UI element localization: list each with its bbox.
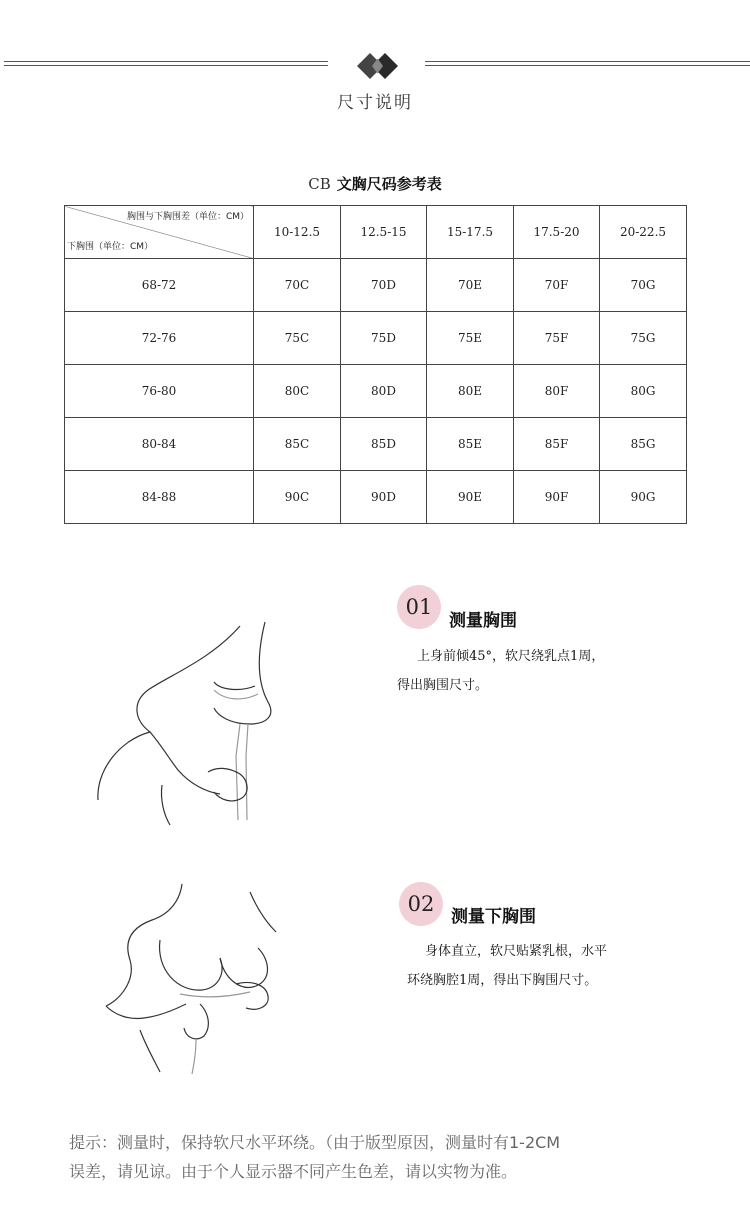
table-title-prefix: CB — [308, 175, 331, 193]
row-header: 84-88 — [65, 471, 254, 524]
column-header: 10-12.5 — [254, 206, 341, 259]
size-cell: 75G — [600, 312, 687, 365]
size-cell: 80F — [514, 365, 600, 418]
row-header: 72-76 — [65, 312, 254, 365]
size-cell: 75D — [341, 312, 427, 365]
size-cell: 85E — [427, 418, 514, 471]
size-cell: 90F — [514, 471, 600, 524]
step-2-title: 测量下胸围 — [451, 907, 536, 927]
size-cell: 90G — [600, 471, 687, 524]
size-cell: 85G — [600, 418, 687, 471]
size-cell: 80E — [427, 365, 514, 418]
size-cell: 80C — [254, 365, 341, 418]
size-cell: 75F — [514, 312, 600, 365]
size-cell: 85C — [254, 418, 341, 471]
size-cell: 80D — [341, 365, 427, 418]
column-header: 15-17.5 — [427, 206, 514, 259]
footer-note — [69, 1128, 709, 1186]
table-title-text: 文胸尺码参考表 — [336, 175, 442, 193]
step-1-line-2: 得出胸围尺寸。 — [397, 678, 489, 693]
underbust-measurement-illustration — [100, 880, 290, 1075]
size-cell: 90D — [341, 471, 427, 524]
table-title — [0, 173, 750, 194]
corner-label-underbust: 下胸围（单位：CM） — [67, 242, 154, 252]
step-1-title: 测量胸围 — [449, 611, 517, 631]
size-cell: 75C — [254, 312, 341, 365]
row-header: 80-84 — [65, 418, 254, 471]
diamond-ornament-icon — [356, 51, 400, 81]
size-cell: 85F — [514, 418, 600, 471]
step-1-line-1: 上身前倾45°，软尺绕乳点1周， — [417, 649, 605, 664]
size-cell: 85D — [341, 418, 427, 471]
step-2-line-2: 环绕胸腔1周，得出下胸围尺寸。 — [407, 973, 598, 988]
size-cell: 70F — [514, 259, 600, 312]
table-row — [65, 418, 687, 471]
step-2-badge: 02 — [399, 882, 443, 926]
column-header: 12.5-15 — [341, 206, 427, 259]
column-header: 20-22.5 — [600, 206, 687, 259]
header-divider-right — [425, 61, 750, 66]
size-cell: 70G — [600, 259, 687, 312]
section-title: 尺寸说明 — [337, 93, 413, 113]
table-header-row — [65, 206, 687, 259]
bust-measurement-illustration — [90, 620, 290, 830]
footer-line-1: 提示：测量时，保持软尺水平环绕。（由于版型原因，测量时有1-2CM — [69, 1133, 561, 1152]
table-row — [65, 259, 687, 312]
footer-line-2: 误差，请见谅。由于个人显示器不同产生色差，请以实物为准。 — [69, 1162, 518, 1181]
step-2-line-1: 身体直立，软尺贴紧乳根，水平 — [425, 944, 608, 959]
size-cell: 70E — [427, 259, 514, 312]
corner-label-difference: 胸围与下胸围差（单位：CM） — [126, 212, 249, 222]
column-header: 17.5-20 — [514, 206, 600, 259]
size-table — [64, 205, 687, 524]
table-row — [65, 471, 687, 524]
table-row — [65, 365, 687, 418]
table-row — [65, 312, 687, 365]
size-cell: 80G — [600, 365, 687, 418]
row-header: 68-72 — [65, 259, 254, 312]
size-cell: 70D — [341, 259, 427, 312]
table-corner-cell — [65, 206, 254, 259]
header-divider-left — [4, 61, 328, 66]
row-header: 76-80 — [65, 365, 254, 418]
size-cell: 90C — [254, 471, 341, 524]
step-1-badge: 01 — [397, 585, 441, 629]
size-cell: 75E — [427, 312, 514, 365]
size-cell: 90E — [427, 471, 514, 524]
size-cell: 70C — [254, 259, 341, 312]
